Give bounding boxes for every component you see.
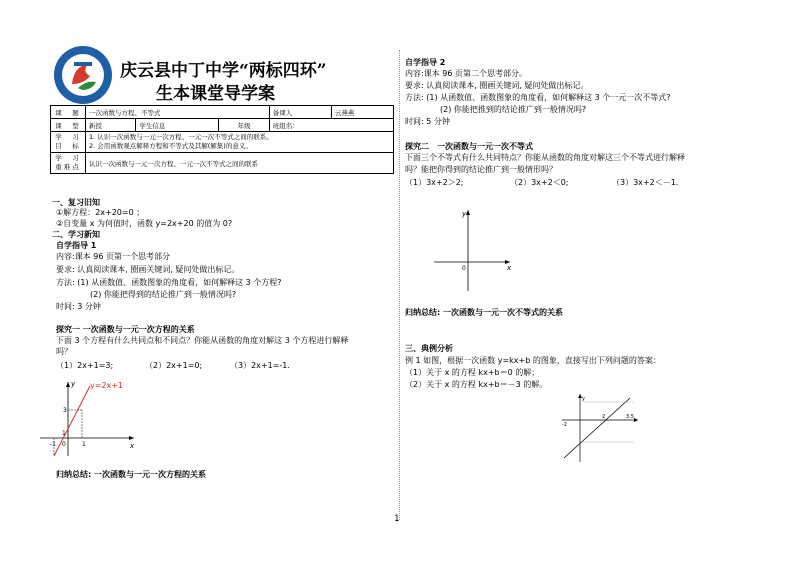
- svg-text:-2: -2: [562, 422, 567, 428]
- equation-2: （2）2x+1=0;: [145, 361, 203, 370]
- key-point-content: 认识一次函数与一元一次方程、一元一次不等式之间的联系: [86, 153, 394, 174]
- explore2-question-1: 下面三个不等式有什么共同特点？你能从函数的角度对解这三个不等式进行解释: [405, 153, 685, 162]
- explore2-title: 探究二 一次函数与一元一次不等式: [405, 142, 533, 151]
- svg-text:-1: -1: [50, 441, 56, 448]
- example-item-1: （1）关于 x 的方程 kx+b＝0 的解；: [405, 368, 540, 377]
- goal-label: 学 习 目 标: [51, 132, 86, 153]
- summary-1: 归纳总结: 一次函数与一元一次方程的关系: [56, 470, 206, 479]
- example-question: 例 1 如图，根据一次函数 y=kx+b 的图象，直接写出下列问题的答案：: [405, 356, 661, 365]
- author-label: 备课人: [269, 106, 331, 119]
- new-knowledge-title: 二、学习新知: [52, 230, 100, 239]
- summary-2: 归纳总结: 一次函数与一元一次不等式的关系: [405, 308, 563, 317]
- explore1-title: 探究一 一次函数与一元一次方程的关系: [56, 325, 195, 334]
- inequality-2: （2）3x+2＜0;: [510, 178, 569, 187]
- guide2-title: 自学指导 2: [405, 58, 446, 67]
- inequality-3: （3）3x+2＜－1.: [612, 178, 679, 187]
- explore1-question-1: 下面 3 个方程有什么共同点和不同点？你能从函数的角度对解这 3 个方程进行解释: [56, 336, 349, 345]
- group-name-label: 班组名：: [269, 119, 393, 132]
- guide1-require: 要求: 认真阅读课本, 圈画关键词, 疑问处做出标记。: [56, 265, 240, 274]
- page-subtitle: 生本课堂导学案: [156, 84, 275, 104]
- svg-text:x: x: [507, 264, 512, 272]
- guide2-content: 内容:课本 96 页第二个思考部分。: [405, 69, 527, 78]
- goal-2: 2. 会用函数观点解释方程和不等式及其解(解集)的意义。: [89, 142, 252, 150]
- key-point-label: 学 习 重难点: [51, 153, 86, 174]
- type-value: 新授: [86, 119, 136, 132]
- svg-text:0: 0: [462, 265, 466, 272]
- svg-text:1: 1: [62, 430, 66, 437]
- example-graph: [560, 392, 642, 464]
- guide2-require: 要求: 认真阅读课本, 圈画关键词, 疑问处做出标记。: [405, 81, 589, 90]
- graph-line-label: y=2x+1: [90, 381, 124, 390]
- guide2-time: 时间: 5 分钟: [405, 117, 450, 126]
- svg-text:3: 3: [63, 407, 67, 414]
- school-logo: [52, 44, 114, 106]
- svg-text:y: y: [582, 396, 585, 402]
- author-value: 云燕燕: [331, 106, 393, 119]
- goal-1: 1. 认识一次函数与一元一次方程、一元一次不等式之间的联系。: [89, 133, 273, 141]
- column-divider: [399, 50, 400, 520]
- guide1-content: 内容:课本 96 页第一个思考部分: [56, 252, 170, 261]
- guide1-method-1: 方法: (1) 从函数值、函数图象的角度看，如何解释这 3 个方程?: [56, 278, 282, 287]
- topic-label: 课 题: [51, 106, 86, 119]
- review-item-1: ①解方程：2x+20=0 ；: [56, 208, 145, 217]
- example-item-2: （2）关于 x 的方程 kx+b＝－3 的解。: [405, 380, 548, 389]
- guide1-time: 时间: 3 分钟: [56, 302, 101, 311]
- guide1-method-2: (2) 你能把得到的结论推广到一般情况吗?: [90, 290, 237, 299]
- explore1-question-2: 吗？: [56, 347, 72, 356]
- type-label: 课 型: [51, 119, 86, 132]
- page-title: 庆云县中丁中学“两标四环”: [120, 61, 327, 81]
- svg-text:y: y: [71, 380, 76, 388]
- goal-content: [86, 132, 394, 153]
- review-title: 一、复习旧知: [52, 198, 100, 207]
- guide1-title: 自学指导 1: [56, 241, 97, 250]
- inequality-1: （1）3x+2＞2;: [405, 178, 464, 187]
- review-item-2: ②自变量 x 为何值时，函数 y=2x+20 的值为 0?: [56, 219, 233, 228]
- page-number: 1: [394, 514, 400, 524]
- grade-label: 年级: [219, 119, 269, 132]
- svg-text:y: y: [462, 210, 467, 218]
- equation-1: （1）2x+1=3;: [56, 361, 114, 370]
- example-title: 三、典例分析: [405, 344, 453, 353]
- guide2-method-2: (2) 你能把推到的结论推广到一般情况吗?: [440, 105, 587, 114]
- blank-axes-graph: [432, 207, 514, 292]
- svg-text:0: 0: [62, 441, 66, 448]
- graph-y-2x-plus-1: [38, 378, 138, 458]
- svg-text:x: x: [130, 442, 135, 450]
- info-table: [50, 105, 394, 174]
- equation-3: （3）2x+1=-1.: [230, 361, 290, 370]
- student-info-label: 学生信息: [136, 119, 219, 132]
- svg-text:2: 2: [602, 414, 606, 420]
- svg-text:1: 1: [82, 441, 86, 448]
- svg-text:3.5: 3.5: [626, 414, 634, 420]
- topic-value: 一次函数与方程、不等式: [86, 106, 270, 119]
- explore2-question-2: 吗？能把你得到的结论推广到一般情形吗？: [405, 165, 557, 174]
- guide2-method-1: 方法: (1) 从函数值、函数图象的角度看，如何解释这 3 个一元一次不等式?: [405, 93, 671, 102]
